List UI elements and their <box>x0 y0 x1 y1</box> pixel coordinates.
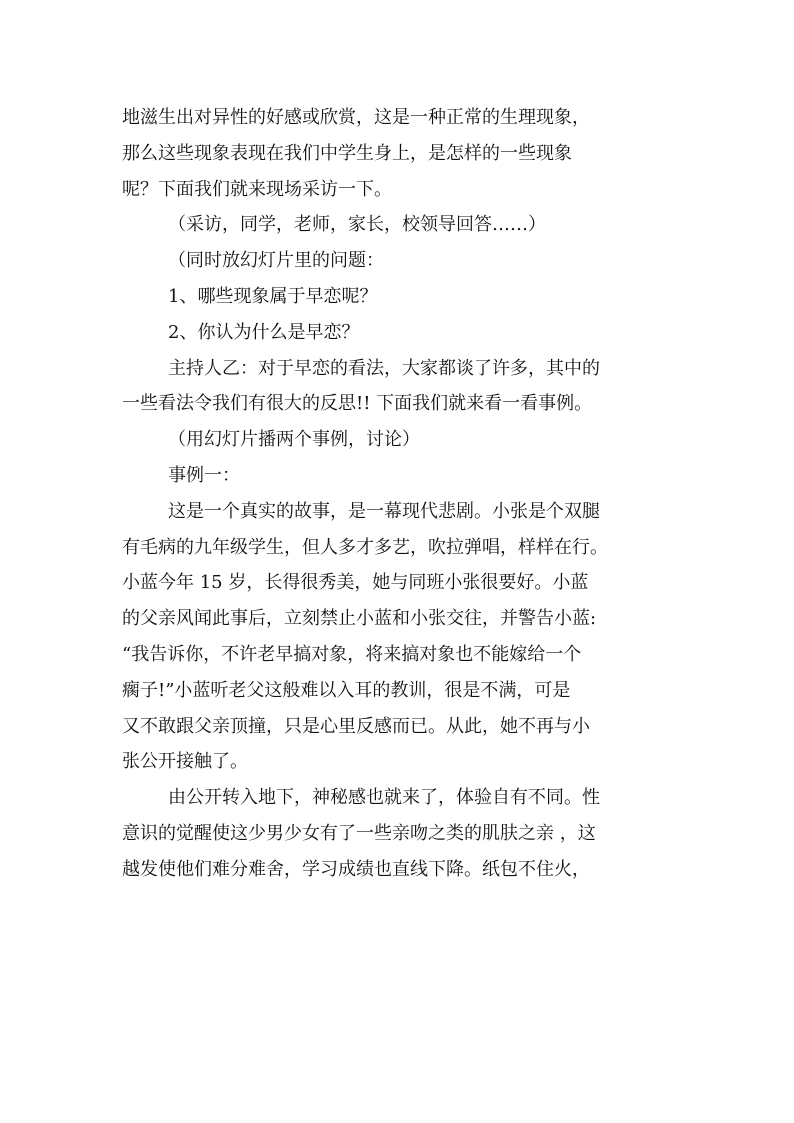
text-line: “我告诉你，不许老早搞对象，将来搞对象也不能嫁给一个 <box>122 643 582 665</box>
text-line: 主持人乙：对于早恋的看法，大家都谈了许多，其中的 <box>168 357 600 379</box>
text-line: （采访，同学，老师，家长，校领导回答……） <box>168 214 546 236</box>
text-line: 的父亲风闻此事后，立刻禁止小蓝和小张交往，并警告小蓝: <box>122 608 597 630</box>
text-line: 意识的觉醒使这少男少女有了一些亲吻之类的肌肤之亲 ，这 <box>122 822 596 844</box>
text-line: （用幻灯片播两个事例，讨论） <box>168 429 420 451</box>
text-line: 又不敢跟父亲顶撞，只是心里反感而已。从此，她不再与小 <box>122 715 590 737</box>
text-line: 呢？下面我们就来现场采访一下。 <box>122 178 392 200</box>
text-line: （同时放幻灯片里的问题： <box>168 250 384 272</box>
text-line: 小蓝今年 15 岁，长得很秀美，她与同班小张很要好。小蓝 <box>122 572 589 594</box>
text-line: 张公开接触了。 <box>122 751 248 773</box>
text-line: 事例一： <box>168 464 240 486</box>
text-line: 2、你认为什么是早恋？ <box>168 321 360 343</box>
text-line: 瘸子!”小蓝听老父这般难以入耳的教训，很是不满，可是 <box>122 679 571 701</box>
text-line: 这是一个真实的故事，是一幕现代悲剧。小张是个双腿 <box>168 500 600 522</box>
text-line: 1、哪些现象属于早恋呢？ <box>168 285 378 307</box>
text-line: 那么这些现象表现在我们中学生身上，是怎样的一些现象 <box>122 142 572 164</box>
text-line: 地滋生出对异性的好感或欣赏，这是一种正常的生理现象， <box>122 107 590 128</box>
text-line: 一些看法令我们有很大的反思!! 下面我们就来看一看事例。 <box>122 393 593 415</box>
text-line: 越发使他们难分难舍，学习成绩也直线下降。纸包不住火， <box>122 858 590 880</box>
document-body <box>122 100 687 888</box>
text-line: 有毛病的九年级学生，但人多才多艺，吹拉弹唱，样样在行。 <box>122 536 608 558</box>
text-line: 由公开转入地下，神秘感也就来了，体验自有不同。性 <box>168 787 600 809</box>
